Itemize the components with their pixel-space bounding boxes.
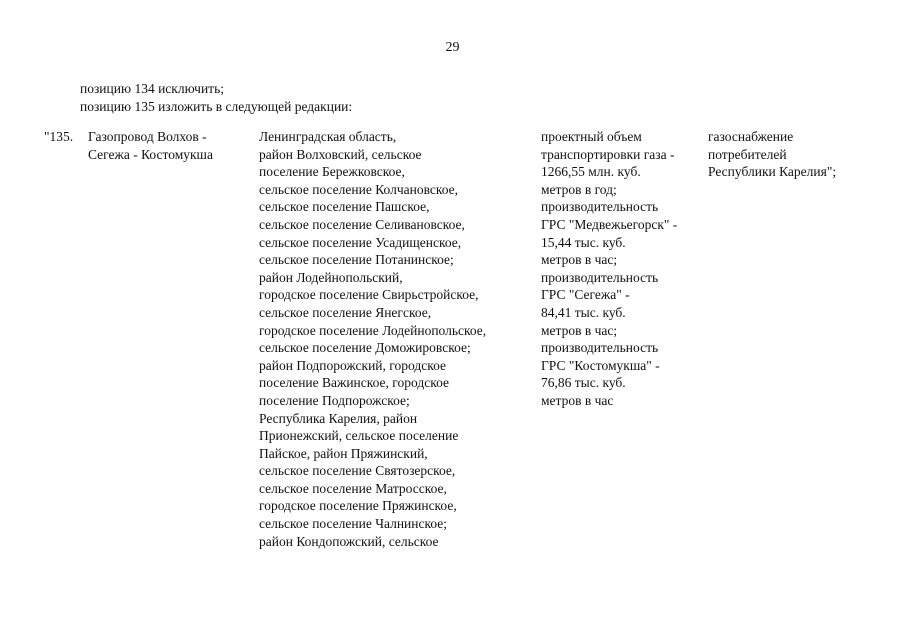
parameters-line: ГРС "Сегежа" - xyxy=(541,287,630,303)
parameters-line: 84,41 тыс. куб. xyxy=(541,304,626,320)
intro-text xyxy=(80,80,352,116)
location-line: поселение Важинское, городское xyxy=(259,375,450,391)
location-line: район Лодейнопольский, xyxy=(259,269,403,285)
parameters-line: ГРС "Костомукша" - xyxy=(541,357,660,373)
location-line: сельское поселение Пашское, xyxy=(259,199,430,215)
parameters-line: 15,44 тыс. куб. xyxy=(541,234,626,250)
purpose-line: Республики Карелия"; xyxy=(708,164,837,180)
location-line: район Подпорожский, городское xyxy=(259,357,446,373)
parameters-line: метров в час xyxy=(541,392,614,408)
location-line: Пайское, район Пряжинский, xyxy=(259,445,428,461)
page-number: 29 xyxy=(445,40,460,55)
intro-line: позицию 134 исключить; xyxy=(80,81,224,96)
location-line: Ленинградская область, xyxy=(259,129,397,144)
location-line: сельское поселение Потанинское; xyxy=(259,252,454,268)
parameters-line: 76,86 тыс. куб. xyxy=(541,375,626,391)
parameters-line: проектный объем xyxy=(541,129,642,144)
location-line: сельское поселение Селивановское, xyxy=(259,216,465,232)
position-number-text: "135. xyxy=(44,129,74,144)
purpose-line: газоснабжение xyxy=(708,129,794,144)
purpose-column xyxy=(708,128,836,181)
location-line: сельское поселение Колчановское, xyxy=(259,181,459,197)
parameters-line: производительность xyxy=(541,199,659,215)
object-name-line: Газопровод Волхов - xyxy=(88,129,207,144)
location-line: сельское поселение Святозерское, xyxy=(259,463,456,479)
location-line: район Кондопожский, сельское xyxy=(259,533,439,549)
parameters-column xyxy=(541,128,677,410)
location-line: Прионежский, сельское поселение xyxy=(259,428,459,444)
parameters-line: производительность xyxy=(541,269,659,285)
location-line: Республика Карелия, район xyxy=(259,410,418,426)
purpose-line: потребителей xyxy=(708,146,787,162)
location-line: сельское поселение Матросское, xyxy=(259,480,447,496)
object-name xyxy=(88,128,213,163)
location-column xyxy=(259,128,486,550)
parameters-line: метров в час; xyxy=(541,252,618,268)
location-line: сельское поселение Чалнинское; xyxy=(259,516,448,532)
location-line: район Волховский, сельское xyxy=(259,146,422,162)
parameters-line: производительность xyxy=(541,340,659,356)
parameters-line: транспортировки газа - xyxy=(541,146,675,162)
intro-line: позицию 135 изложить в следующей редакции: xyxy=(80,99,353,114)
parameters-line: 1266,55 млн. куб. xyxy=(541,164,641,180)
position-number xyxy=(44,128,73,146)
location-line: городское поселение Пряжинское, xyxy=(259,498,457,514)
location-line: сельское поселение Усадищенское, xyxy=(259,234,462,250)
parameters-line: ГРС "Медвежьегорск" - xyxy=(541,216,678,232)
parameters-line: метров в год; xyxy=(541,181,617,197)
location-line: городское поселение Свирьстройское, xyxy=(259,287,479,303)
location-line: городское поселение Лодейнопольское, xyxy=(259,322,487,338)
object-name-line: Сегежа - Костомукша xyxy=(88,146,213,162)
location-line: поселение Бережковское, xyxy=(259,164,405,180)
parameters-line: метров в час; xyxy=(541,322,618,338)
location-line: поселение Подпорожское; xyxy=(259,392,410,408)
location-line: сельское поселение Янегское, xyxy=(259,304,432,320)
location-line: сельское поселение Доможировское; xyxy=(259,340,471,356)
